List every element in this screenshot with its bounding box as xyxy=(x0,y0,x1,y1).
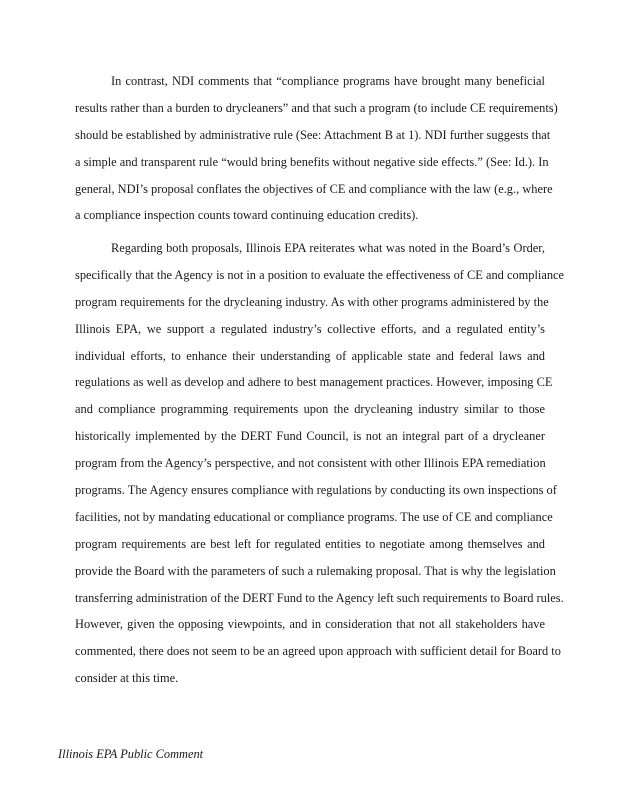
text-line: program requirements are best left for regulated entities to negotiate among themselves and xyxy=(75,536,545,551)
text-line: should be established by administrative rule (See: Attachment B at 1). NDI further suggests that xyxy=(75,127,551,142)
text-line: Illinois EPA, we support a regulated industry’s collective efforts, and a regulated entity’s xyxy=(75,321,545,336)
paragraph-ndi-comments xyxy=(75,68,558,229)
text-line: program requirements for the drycleaning industry. As with other programs administered by the xyxy=(75,294,549,309)
text-line: results rather than a burden to drycleaners” and that such a program (to include CE requirements) xyxy=(75,100,558,115)
text-line: In contrast, NDI comments that “compliance programs have brought many beneficial xyxy=(111,74,545,88)
text-line: However, given the opposing viewpoints, and in consideration that not all stakeholders have xyxy=(75,617,545,632)
text-line: program from the Agency’s perspective, and not consistent with other Illinois EPA remediation xyxy=(75,456,546,471)
text-line: transferring administration of the DERT Fund to the Agency left such requirements to Board rules. xyxy=(75,590,564,605)
text-line: historically implemented by the DERT Fund Council, is not an integral part of a drycleaner xyxy=(75,429,545,444)
text-line: individual efforts, to enhance their understanding of applicable state and federal laws and xyxy=(75,348,545,363)
text-line: commented, there does not seem to be an agreed upon approach with sufficient detail for Board to xyxy=(75,644,561,659)
text-line: a compliance inspection counts toward continuing education credits). xyxy=(75,208,419,223)
text-line: provide the Board with the parameters of such a rulemaking proposal. That is why the legislation xyxy=(75,563,556,578)
text-line: general, NDI’s proposal conflates the objectives of CE and compliance with the law (e.g., where xyxy=(75,181,553,196)
page-footer: Illinois EPA Public Comment xyxy=(58,747,204,761)
text-line: and compliance programming requirements upon the drycleaning industry similar to those xyxy=(75,402,545,417)
text-line: regulations as well as develop and adhere to best management practices. However, imposing CE xyxy=(75,375,553,390)
text-line: programs. The Agency ensures compliance with regulations by conducting its own inspections of xyxy=(75,483,557,498)
text-line: a simple and transparent rule “would bring benefits without negative side effects.” (See: Id.). In xyxy=(75,154,549,169)
paragraph-epa-response xyxy=(75,235,565,692)
text-line: consider at this time. xyxy=(75,671,179,686)
text-line: Regarding both proposals, Illinois EPA reiterates what was noted in the Board’s Order, xyxy=(111,241,545,255)
text-line: facilities, not by mandating educational or compliance programs. The use of CE and compliance xyxy=(75,509,553,524)
text-line: specifically that the Agency is not in a position to evaluate the effectiveness of CE and compliance xyxy=(75,267,565,282)
